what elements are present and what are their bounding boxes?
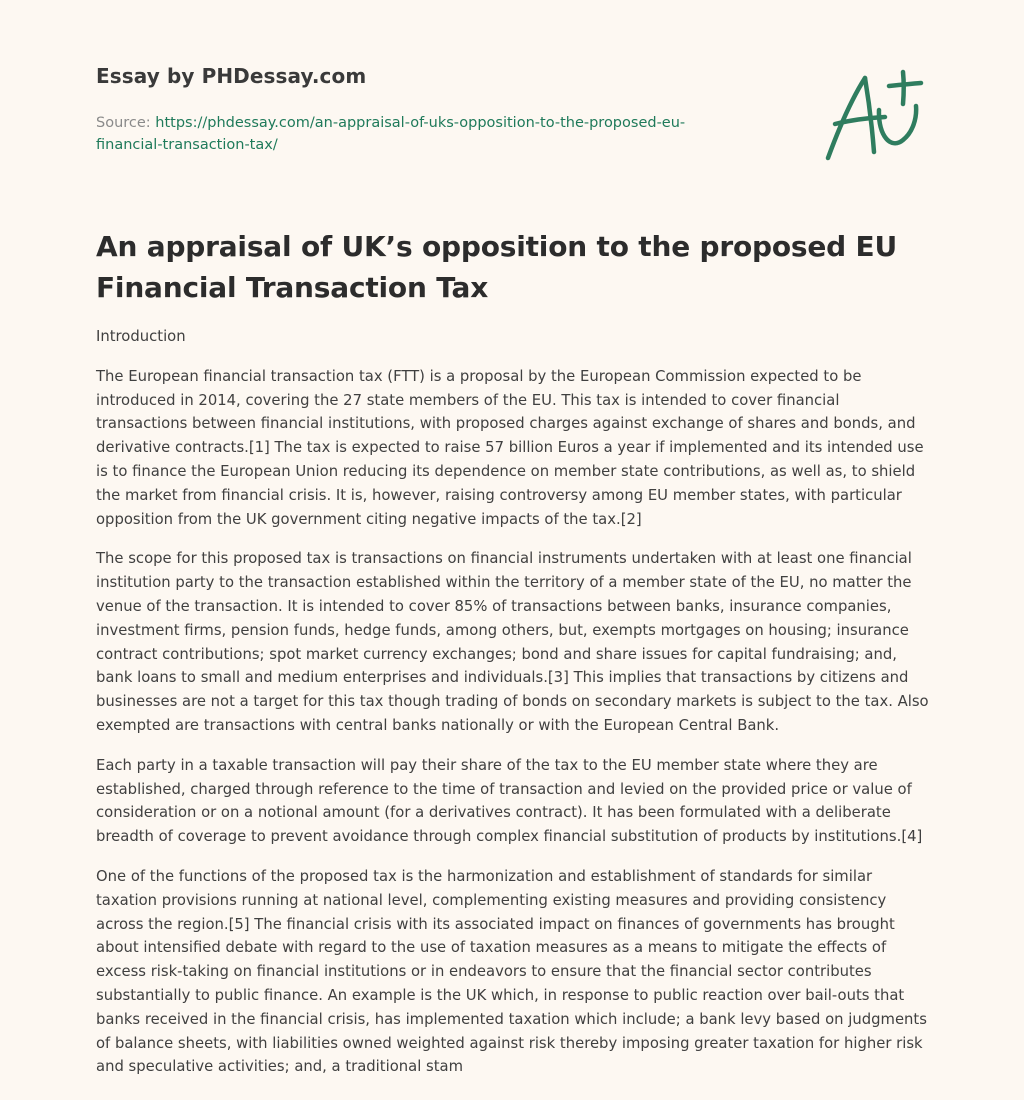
paragraph: Each party in a taxable transaction will pay their share of the tax to the EU member state where they are established, charged through reference to the time of transaction and levied on the provided price or value of consideration or on a notional amount (for a derivatives contract). It has been formulated with a deliberate breadth of coverage to prevent avoidance through complex financial substitution of products by institutions.[4] — [96, 756, 923, 846]
source-line — [96, 112, 736, 156]
essay-body — [96, 325, 932, 1095]
paragraph: The European financial transaction tax (FTT) is a proposal by the European Commission expected to be introduced in 2014, covering the 27 state members of the EU. This tax is intended to cover financial transactions between financial institutions, with proposed charges against exchange of shares and bonds, and derivative contracts.[1] The tax is expected to raise 57 billion Euros a year if implemented and its intended use is to finance the European Union reducing its dependence on member state contributions, as well as, to shield the market from financial crisis. It is, however, raising controversy among EU member states, with particular opposition from the UK government citing negative impacts of the tax.[2] — [96, 367, 924, 528]
essay-title: An appraisal of UK’s opposition to the proposed EU Financial Transaction Tax — [96, 230, 898, 304]
section-heading: Introduction — [96, 328, 186, 345]
source-link[interactable]: https://phdessay.com/an-appraisal-of-uks-opposition-to-the-proposed-eu-financial-transaction-tax/ — [96, 115, 686, 153]
site-title: Essay by PHDessay.com — [96, 64, 367, 88]
a-plus-logo-icon — [825, 66, 927, 166]
paragraph: The scope for this proposed tax is transactions on financial instruments undertaken with at least one financial institution party to the transaction established within the territory of a member state of the EU, no matter the venue of the transaction. It is intended to cover 85% of transactions between banks, insurance companies, investment firms, pension funds, hedge funds, among others, but, exempts mortgages on housing; insurance contract contributions; spot market currency exchanges; bond and share issues for capital fundraising; and, bank loans to small and medium enterprises and individuals.[3] This implies that transactions by citizens and businesses are not a target for this tax though trading of bonds on secondary markets is subject to the tax. Also exempted are transactions with central banks nationally or with the European Central Bank. — [96, 550, 929, 734]
paragraph: One of the functions of the proposed tax is the harmonization and establishment of standards for similar taxation provisions running at national level, complementing existing measures and providing consistency across the region.[5] The financial crisis with its associated impact on finances of governments has brought about intensified debate with regard to the use of taxation measures as a means to mitigate the effects of excess risk-taking on financial institutions or in endeavors to ensure that the financial sector contributes substantially to public finance. An example is the UK which, in response to public reaction over bail-outs that banks received in the financial crisis, has implemented taxation which include; a bank levy based on judgments of balance sheets, with liabilities owned weighted against risk thereby imposing greater taxation for higher risk and speculative activities; and, a traditional stam — [96, 867, 927, 1076]
source-label: Source: — [96, 115, 151, 131]
